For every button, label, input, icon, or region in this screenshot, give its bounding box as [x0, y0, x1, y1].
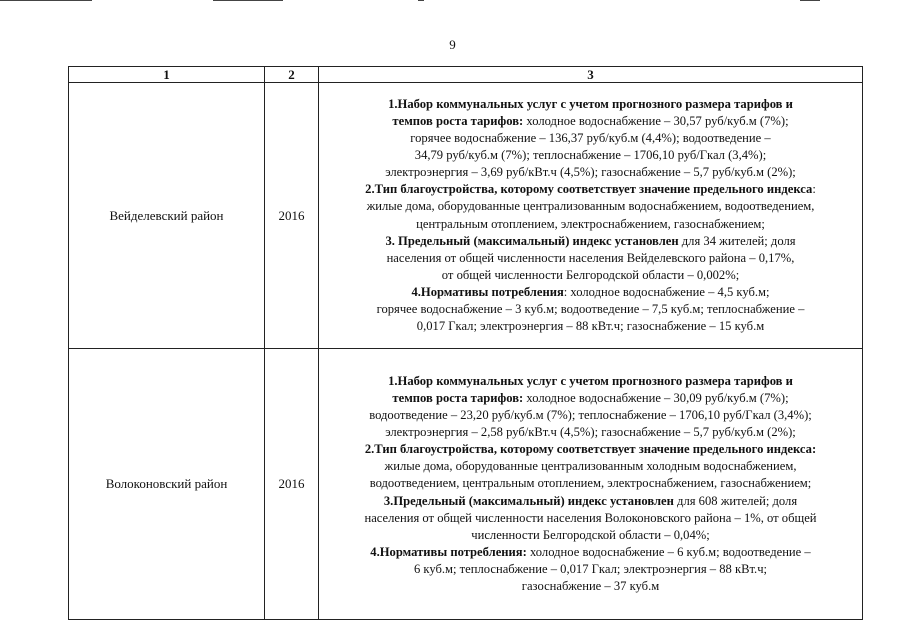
- description-line: [319, 318, 862, 335]
- description-text: от общей численности Белгородской области – 0,002%;: [441, 267, 740, 282]
- description-text: электроэнергия – 2,58 руб/кВт.ч (4,5%); газоснабжение – 5,7 руб/куб.м (2%);: [385, 425, 796, 440]
- tariff-table: [68, 66, 863, 620]
- column-header-1: 1: [69, 67, 265, 83]
- table-row: [69, 349, 863, 620]
- header-row: [69, 67, 863, 83]
- description-bold-text: 3.Предельный (максимальный) индекс установлен: [383, 493, 674, 508]
- description-line: [319, 181, 862, 198]
- description-line: [319, 424, 862, 441]
- description-bold-text: 4.Нормативы потребления: [411, 284, 564, 299]
- description-text: населения от общей численности населения Вейделевского района – 0,17%,: [386, 250, 795, 265]
- description-bold-text: 4.Нормативы потребления:: [370, 544, 527, 559]
- description-text: холодное водоснабжение – 6 куб.м; водоотведение –: [526, 544, 811, 559]
- description-text: 0,017 Гкал; электроэнергия – 88 кВт.ч; газоснабжение – 15 куб.м: [416, 319, 765, 334]
- description-line: [319, 578, 862, 595]
- description-text: для 34 жителей; доля: [678, 233, 796, 248]
- description-line: [319, 284, 862, 301]
- description-line: [319, 267, 862, 284]
- description-bold-text: темпов роста тарифов:: [392, 113, 524, 128]
- description-cell: [319, 83, 863, 349]
- description-text: жилые дома, оборудованные централизованным водоснабжением, водоотведением,: [366, 199, 815, 214]
- description-line: [319, 441, 862, 458]
- table-row: [69, 83, 863, 349]
- description-text: центральным отоплением, электроснабжением, газоснабжением;: [416, 216, 765, 231]
- description-text: для 608 жителей; доля: [673, 493, 798, 508]
- description-line: [319, 475, 862, 492]
- description-text: горячее водоснабжение – 3 куб.м; водоотведение – 7,5 куб.м; теплоснабжение –: [376, 301, 805, 316]
- column-header-2: 2: [265, 67, 319, 83]
- description-text: 34,79 руб/куб.м (7%); теплоснабжение – 1706,10 руб/Гкал (3,4%);: [414, 148, 767, 163]
- description-line: [319, 493, 862, 510]
- description-line: [319, 458, 862, 475]
- description-line: [319, 407, 862, 424]
- district-name: Волоконовский район: [69, 349, 265, 620]
- column-header-3: 3: [319, 67, 863, 83]
- description-line: [319, 561, 862, 578]
- description-cell: [319, 349, 863, 620]
- description-bold-text: 1.Набор коммунальных услуг с учетом прогнозного размера тарифов и: [388, 373, 793, 388]
- top-rule: [800, 0, 820, 1]
- description-line: [319, 233, 862, 250]
- top-rule: [418, 0, 424, 1]
- description-line: [319, 527, 862, 544]
- description-line: [319, 250, 862, 267]
- top-rule: [213, 0, 283, 1]
- description-line: [319, 216, 862, 233]
- description-bold-text: 3. Предельный (максимальный) индекс установлен: [385, 233, 679, 248]
- description-text: водоотведением, центральным отоплением, электроснабжением, газоснабжением;: [369, 476, 812, 491]
- description-text: водоотведение – 23,20 руб/куб.м (7%); теплоснабжение – 1706,10 руб/Гкал (3,4%);: [369, 408, 812, 423]
- description-text: 6 куб.м; теплоснабжение – 0,017 Гкал; электроэнергия – 88 кВт.ч;: [413, 561, 768, 576]
- description-line: [319, 301, 862, 318]
- description-text: жилые дома, оборудованные централизованным холодным водоснабжением,: [384, 459, 797, 474]
- page-number: 9: [449, 37, 456, 52]
- description-bold-text: 2.Тип благоустройства, которому соответствует значение предельного индекса: [365, 182, 813, 197]
- description-text: : холодное водоснабжение – 4,5 куб.м;: [563, 284, 770, 299]
- description-line: [319, 390, 862, 407]
- description-text: холодное водоснабжение – 30,09 руб/куб.м (7%);: [523, 390, 789, 405]
- description-bold-text: темпов роста тарифов:: [392, 390, 524, 405]
- description-bold-text: 1.Набор коммунальных услуг с учетом прогнозного размера тарифов и: [388, 96, 793, 111]
- year-cell: 2016: [265, 349, 319, 620]
- description-line: [319, 510, 862, 527]
- description-text: холодное водоснабжение – 30,57 руб/куб.м (7%);: [523, 113, 789, 128]
- description-text: численности Белгородской области – 0,04%;: [471, 527, 710, 542]
- description-line: [319, 147, 862, 164]
- district-name: Вейделевский район: [69, 83, 265, 349]
- description-line: [319, 164, 862, 181]
- description-text: :: [812, 182, 816, 197]
- description-text: населения от общей численности населения Волоконовского района – 1%, от общей: [364, 510, 817, 525]
- year-cell: 2016: [265, 83, 319, 349]
- description-line: [319, 130, 862, 147]
- description-line: [319, 544, 862, 561]
- description-text: электроэнергия – 3,69 руб/кВт.ч (4,5%); газоснабжение – 5,7 руб/куб.м (2%);: [385, 165, 796, 180]
- description-bold-text: 2.Тип благоустройства, которому соответствует значение предельного индекса:: [364, 442, 817, 457]
- description-text: горячее водоснабжение – 136,37 руб/куб.м (4,4%); водоотведение –: [410, 131, 771, 146]
- description-line: [319, 96, 862, 113]
- description-line: [319, 373, 862, 390]
- description-line: [319, 198, 862, 215]
- description-text: газоснабжение – 37 куб.м: [521, 579, 660, 594]
- description-line: [319, 113, 862, 130]
- top-rule: [0, 0, 92, 1]
